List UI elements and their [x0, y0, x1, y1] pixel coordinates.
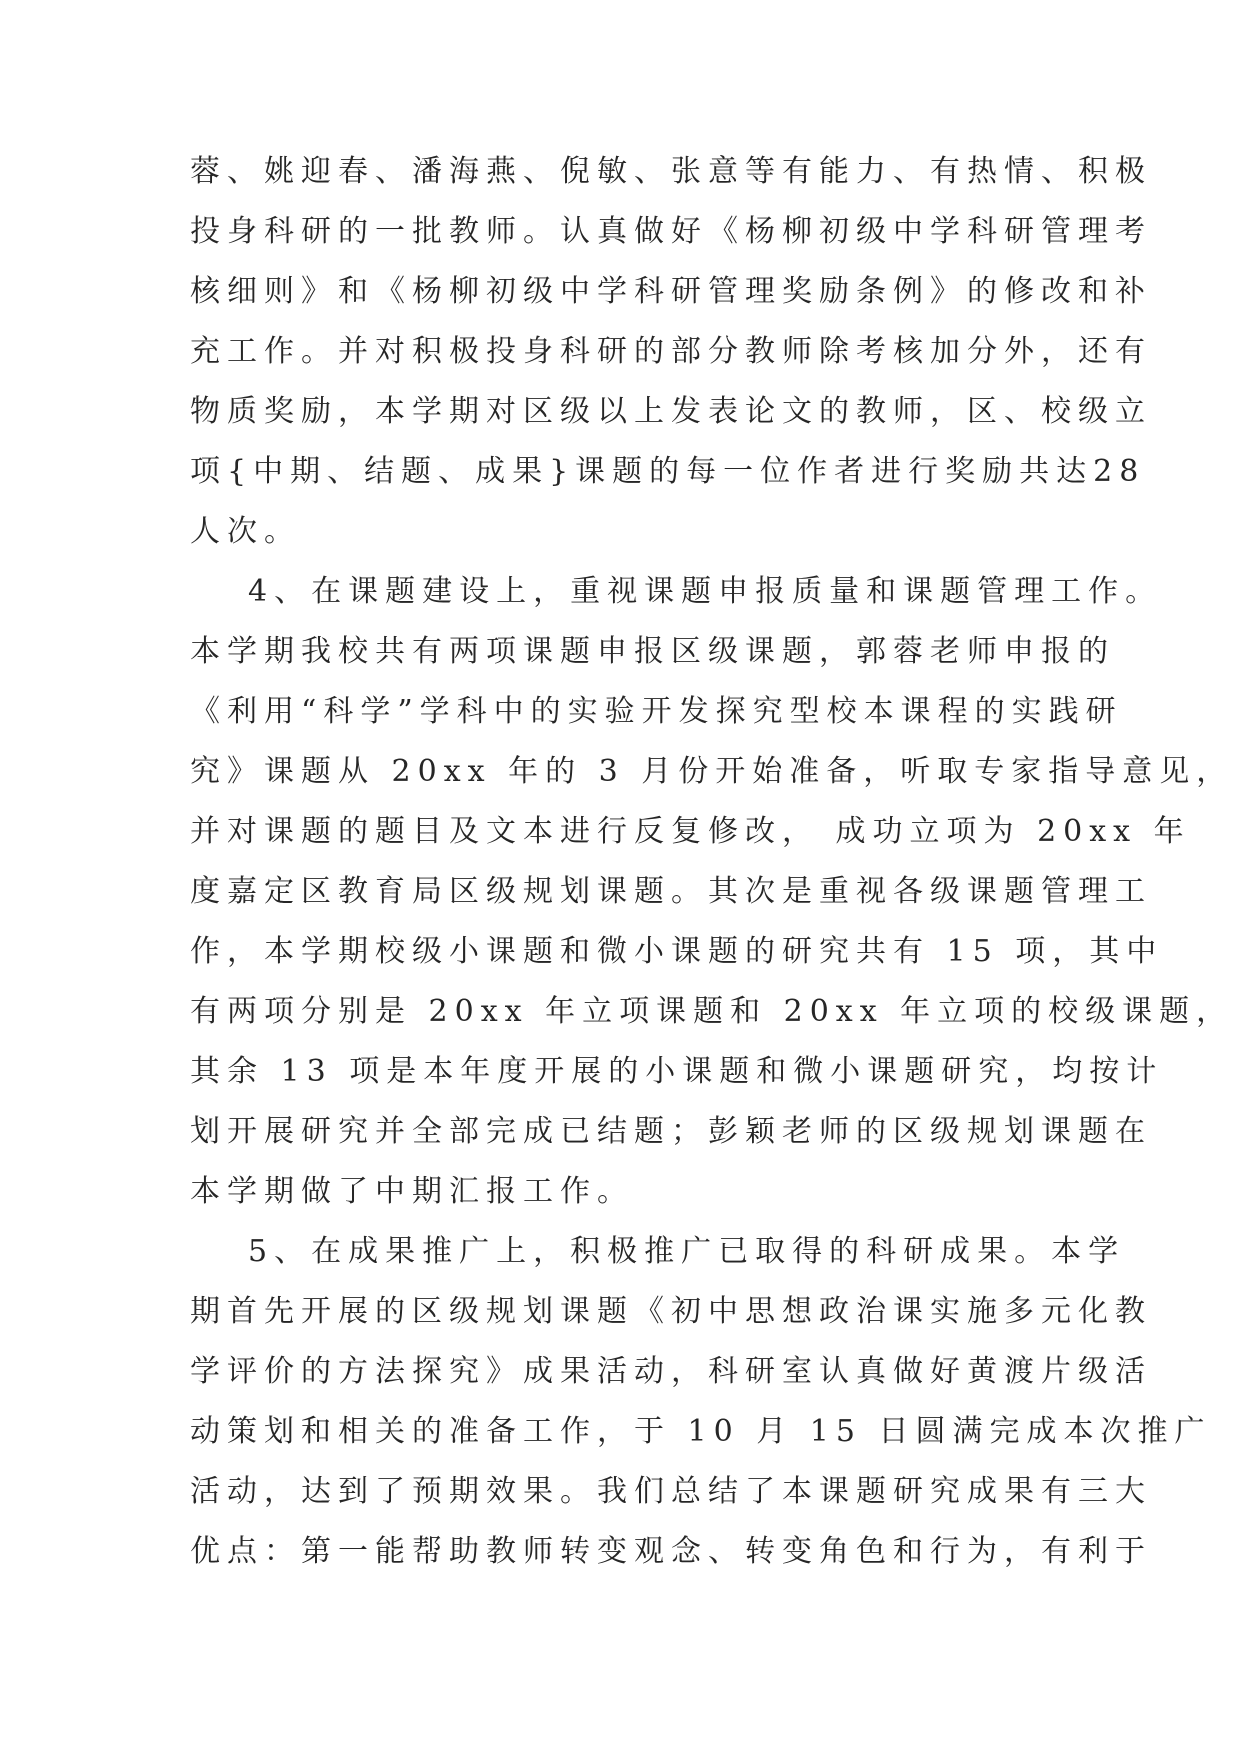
paragraph-2-line-2: 本学期我校共有两项课题申报区级课题，郭蓉老师申报的: [190, 634, 1115, 669]
paragraph-1-line-5: 物质奖励，本学期对区级以上发表论文的教师，区、校级立: [190, 394, 1152, 429]
paragraph-2-line-8: 有两项分别是 20xx 年立项课题和 20xx 年立项的校级课题，: [190, 994, 1234, 1029]
paragraph-3-line-4: 动策划和相关的准备工作，于 10 月 15 日圆满完成本次推广: [190, 1414, 1212, 1449]
paragraph-2-line-11: 本学期做了中期汇报工作。: [190, 1174, 634, 1209]
paragraph-2-line-5: 并对课题的题目及文本进行反复修改， 成功立项为 20xx 年: [190, 814, 1191, 849]
paragraph-1-line-1: 蓉、姚迎春、潘海燕、倪敏、张意等有能力、有热情、积极: [190, 154, 1152, 189]
paragraph-1-line-6: 项{中期、结题、成果}课题的每一位作者进行奖励共达28: [190, 454, 1146, 489]
paragraph-3-line-3: 学评价的方法探究》成果活动，科研室认真做好黄渡片级活: [190, 1354, 1152, 1389]
paragraph-2-line-1: 4、在课题建设上，重视课题申报质量和课题管理工作。: [248, 574, 1163, 609]
paragraph-1-line-4: 充工作。并对积极投身科研的部分教师除考核加分外，还有: [190, 334, 1152, 369]
paragraph-3-line-5: 活动，达到了预期效果。我们总结了本课题研究成果有三大: [190, 1474, 1152, 1509]
paragraph-1-line-7: 人次。: [190, 514, 301, 549]
paragraph-2-line-10: 划开展研究并全部完成已结题；彭颖老师的区级规划课题在: [190, 1114, 1152, 1149]
paragraph-2-line-9: 其余 13 项是本年度开展的小课题和微小课题研究，均按计: [190, 1054, 1164, 1089]
paragraph-1-line-3: 核细则》和《杨柳初级中学科研管理奖励条例》的修改和补: [190, 274, 1152, 309]
paragraph-2-line-7: 作，本学期校级小课题和微小课题的研究共有 15 项，其中: [190, 934, 1164, 969]
paragraph-3-line-1: 5、在成果推广上，积极推广已取得的科研成果。本学: [248, 1234, 1126, 1269]
paragraph-2-line-4: 究》课题从 20xx 年的 3 月份开始准备，听取专家指导意见，: [190, 754, 1234, 789]
paragraph-3-line-6: 优点：第一能帮助教师转变观念、转变角色和行为，有利于: [190, 1534, 1152, 1569]
paragraph-2-line-3: 《利用“科学”学科中的实验开发探究型校本课程的实践研: [190, 694, 1123, 729]
paragraph-1-line-2: 投身科研的一批教师。认真做好《杨柳初级中学科研管理考: [190, 214, 1152, 249]
paragraph-2-line-6: 度嘉定区教育局区级规划课题。其次是重视各级课题管理工: [190, 874, 1152, 909]
paragraph-3-line-2: 期首先开展的区级规划课题《初中思想政治课实施多元化教: [190, 1294, 1152, 1329]
